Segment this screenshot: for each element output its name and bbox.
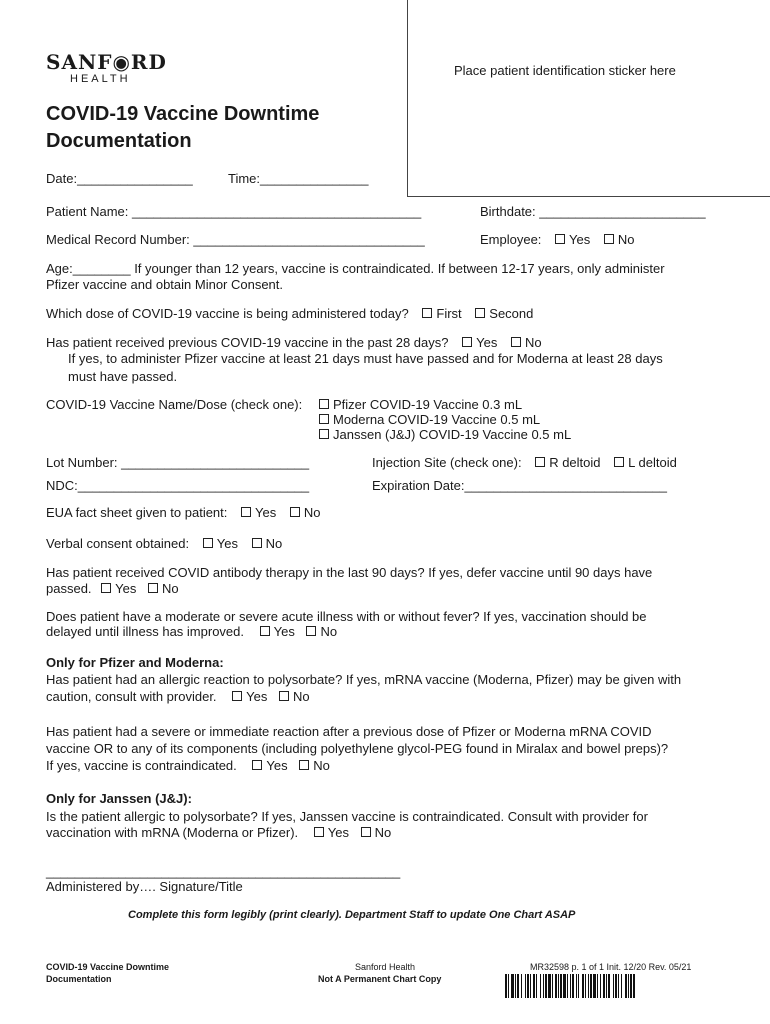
logo-subtitle: HEALTH bbox=[70, 73, 131, 85]
employee-yes-checkbox[interactable] bbox=[555, 234, 565, 244]
pfizer-moderna-heading: Only for Pfizer and Moderna: bbox=[46, 655, 224, 670]
vaccine-option-pfizer[interactable]: Pfizer COVID-19 Vaccine 0.3 mL bbox=[315, 397, 522, 412]
employee-row bbox=[480, 232, 635, 247]
antibody-row bbox=[46, 581, 179, 596]
expiration-field[interactable]: Expiration Date:____________________________ bbox=[372, 478, 667, 493]
verbal-row bbox=[46, 536, 282, 551]
severe-reaction-question-3: If yes, vaccine is contraindicated. bbox=[46, 758, 237, 773]
vaccine-label: COVID-19 Vaccine Name/Dose (check one): bbox=[46, 397, 303, 412]
footer-org: Sanford Health bbox=[355, 962, 416, 972]
eua-yes-label: Yes bbox=[255, 505, 277, 520]
polysorbate-yes-checkbox[interactable] bbox=[232, 691, 242, 701]
severe-reaction-yes-checkbox[interactable] bbox=[252, 760, 262, 770]
polysorbate-no-checkbox[interactable] bbox=[279, 691, 289, 701]
employee-no-label: No bbox=[617, 232, 635, 247]
antibody-no-checkbox[interactable] bbox=[148, 583, 158, 593]
employee-yes-label: Yes bbox=[569, 232, 591, 247]
ndc-field[interactable]: NDC:________________________________ bbox=[46, 478, 310, 493]
prev-note: If yes, to administer Pfizer vaccine at least 21 days must have passed and for Moderna at least 28 days bbox=[68, 351, 663, 366]
l-deltoid-checkbox[interactable] bbox=[614, 457, 624, 467]
prev-note-2: must have passed. bbox=[68, 369, 178, 384]
severe-reaction-yes-label: Yes bbox=[266, 758, 288, 773]
footer-disclaimer: Not A Permanent Chart Copy bbox=[318, 974, 442, 984]
prev-no-checkbox[interactable] bbox=[511, 337, 521, 347]
patient-name-field[interactable]: Patient Name: ________________________________________ bbox=[46, 204, 422, 219]
injection-site-row bbox=[372, 455, 677, 470]
severe-reaction-row bbox=[46, 758, 330, 773]
signature-line[interactable]: _________________________________________________ bbox=[46, 864, 401, 879]
severe-reaction-no-checkbox[interactable] bbox=[299, 760, 309, 770]
janssen-yes-checkbox[interactable] bbox=[314, 827, 324, 837]
janssen-no-label: No bbox=[374, 825, 392, 840]
polysorbate-yes-label: Yes bbox=[246, 689, 268, 704]
illness-question: Does patient have a moderate or severe acute illness with or without fever? If yes, vaccination should be bbox=[46, 609, 647, 624]
dose-first-checkbox[interactable] bbox=[422, 308, 432, 318]
age-instruction-2: Pfizer vaccine and obtain Minor Consent. bbox=[46, 277, 284, 292]
severe-reaction-no-label: No bbox=[313, 758, 330, 773]
polysorbate-question-2: caution, consult with provider. bbox=[46, 689, 217, 704]
dose-row bbox=[46, 306, 533, 321]
mrn-field[interactable]: Medical Record Number: ________________________________ bbox=[46, 232, 425, 247]
r-deltoid-label: R deltoid bbox=[549, 455, 601, 470]
l-deltoid-label: L deltoid bbox=[628, 455, 677, 470]
footer-instruction: Complete this form legibly (print clearly). Department Staff to update One Chart ASAP bbox=[128, 909, 576, 921]
antibody-no-label: No bbox=[162, 581, 179, 596]
antibody-question-2: passed. bbox=[46, 581, 92, 596]
severe-reaction-question: Has patient had a severe or immediate reaction after a previous dose of Pfizer or Moderna mRNA COVID bbox=[46, 724, 652, 739]
footer-form-id: MR32598 p. 1 of 1 Init. 12/20 Rev. 05/21 bbox=[530, 962, 692, 972]
time-field[interactable]: Time:_______________ bbox=[228, 171, 369, 186]
polysorbate-no-label: No bbox=[293, 689, 310, 704]
verbal-no-label: No bbox=[265, 536, 283, 551]
barcode-bar bbox=[633, 974, 635, 998]
prev-question: Has patient received previous COVID-19 vaccine in the past 28 days? bbox=[46, 335, 449, 350]
janssen-question-2: vaccination with mRNA (Moderna or Pfizer). bbox=[46, 825, 299, 840]
prev-row bbox=[46, 335, 542, 350]
eua-no-checkbox[interactable] bbox=[290, 507, 300, 517]
antibody-yes-checkbox[interactable] bbox=[101, 583, 111, 593]
illness-yes-label: Yes bbox=[273, 624, 295, 639]
prev-no-label: No bbox=[524, 335, 542, 350]
barcode bbox=[505, 974, 727, 998]
illness-yes-checkbox[interactable] bbox=[260, 626, 270, 636]
janssen-question: Is the patient allergic to polysorbate? If yes, Janssen vaccine is contraindicated. Consult with provider for bbox=[46, 809, 648, 824]
illness-row bbox=[46, 624, 337, 639]
severe-reaction-question-2: vaccine OR to any of its components (including polyethylene glycol-PEG found in Miralax and bowel preps)? bbox=[46, 741, 669, 756]
eua-yes-checkbox[interactable] bbox=[241, 507, 251, 517]
r-deltoid-checkbox[interactable] bbox=[535, 457, 545, 467]
dose-first-label: First bbox=[436, 306, 462, 321]
verbal-question: Verbal consent obtained: bbox=[46, 536, 190, 551]
birthdate-field[interactable]: Birthdate: _______________________ bbox=[480, 204, 706, 219]
vaccine-option-moderna[interactable]: Moderna COVID-19 Vaccine 0.5 mL bbox=[315, 412, 540, 427]
dose-question: Which dose of COVID-19 vaccine is being administered today? bbox=[46, 306, 409, 321]
page-title-line2: Documentation bbox=[46, 130, 192, 152]
prev-yes-checkbox[interactable] bbox=[462, 337, 472, 347]
patient-sticker-area bbox=[407, 0, 770, 197]
logo-wordmark: SANF◉RD bbox=[46, 50, 167, 74]
age-instruction: Age:________ If younger than 12 years, vaccine is contraindicated. If between 12-17 years, only administer bbox=[46, 261, 665, 276]
dose-second-label: Second bbox=[489, 306, 534, 321]
eua-no-label: No bbox=[303, 505, 321, 520]
employee-no-checkbox[interactable] bbox=[604, 234, 614, 244]
sticker-instruction: Place patient identification sticker here bbox=[454, 63, 676, 78]
janssen-heading: Only for Janssen (J&J): bbox=[46, 791, 192, 806]
illness-no-checkbox[interactable] bbox=[306, 626, 316, 636]
lot-number-field[interactable]: Lot Number: __________________________ bbox=[46, 455, 310, 470]
verbal-yes-label: Yes bbox=[216, 536, 238, 551]
verbal-no-checkbox[interactable] bbox=[252, 538, 262, 548]
employee-label: Employee: bbox=[480, 232, 542, 247]
eua-row bbox=[46, 505, 320, 520]
eua-question: EUA fact sheet given to patient: bbox=[46, 505, 228, 520]
antibody-yes-label: Yes bbox=[115, 581, 137, 596]
polysorbate-question: Has patient had an allergic reaction to polysorbate? If yes, mRNA vaccine (Moderna, Pfizer) may be given with bbox=[46, 672, 682, 687]
date-field[interactable]: Date:________________ bbox=[46, 171, 193, 186]
prev-yes-label: Yes bbox=[476, 335, 498, 350]
janssen-row bbox=[46, 825, 391, 840]
footer-form-name: COVID-19 Vaccine Downtime bbox=[46, 962, 170, 972]
dose-second-checkbox[interactable] bbox=[475, 308, 485, 318]
janssen-no-checkbox[interactable] bbox=[361, 827, 371, 837]
illness-question-2: delayed until illness has improved. bbox=[46, 624, 244, 639]
illness-no-label: No bbox=[320, 624, 338, 639]
verbal-yes-checkbox[interactable] bbox=[203, 538, 213, 548]
antibody-question: Has patient received COVID antibody therapy in the last 90 days? If yes, defer vaccine until 90 days have bbox=[46, 565, 653, 580]
vaccine-option-janssen[interactable]: Janssen (J&J) COVID-19 Vaccine 0.5 mL bbox=[315, 427, 571, 442]
signature-label: Administered by…. Signature/Title bbox=[46, 879, 243, 894]
injection-site-label: Injection Site (check one): bbox=[372, 455, 522, 470]
page-title: COVID-19 Vaccine Downtime bbox=[46, 103, 320, 125]
footer-form-name-2: Documentation bbox=[46, 974, 112, 984]
janssen-yes-label: Yes bbox=[327, 825, 349, 840]
polysorbate-row bbox=[46, 689, 310, 704]
